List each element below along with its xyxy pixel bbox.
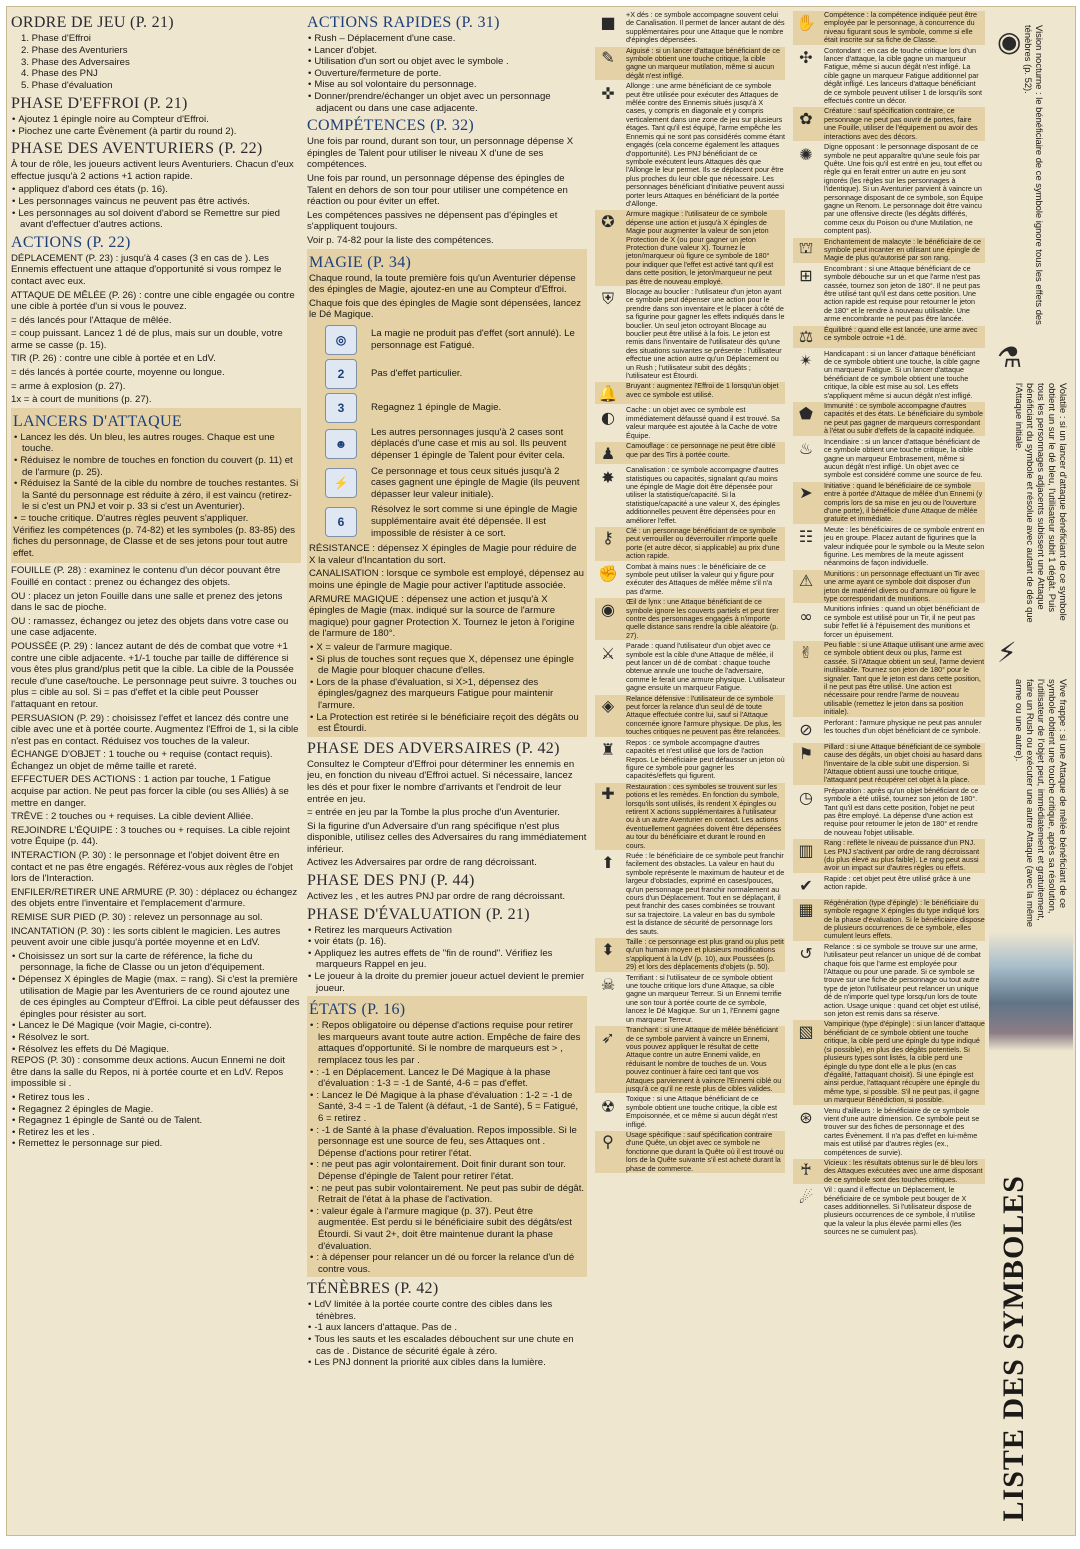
symbol-icon: ✚ (601, 784, 615, 804)
etat-bullet: • : valeur égale à l'armure magique (p. 37). Peut être augmentée. Est perdu si le bénéficiaire subit des dégâts/est Étourdi. Si vaut 2+, doit être maintenue durant la phase d'évaluation. (309, 1206, 585, 1252)
enfiler-rule: ENFILER/RETIRER UNE ARMURE (P. 30) : déplacez ou échangez des objets entre l'inventaire et l'emplacement d'armure. (11, 886, 298, 910)
competences-text: Voir p. 74-82 pour la liste des compétences. (307, 234, 494, 246)
symbol-icon: ☢ (600, 1096, 616, 1116)
symbol-entry (793, 143, 985, 235)
symbol-description: Encombrant : si une Attaque bénéficiant de ce symbole débouche sur un et que l'arme n'est pas cassée, tournez son jeton de 180°. Il ne peut pas être utilisé tant qu'il est dans cette position. Une action rapide est requise pour retourner le jeton de 180° et le rendre à nouveau utilisable. Une arme encombrante ne peut pas être lancée. (824, 263, 981, 324)
magic-die-face-icon: ◎ (325, 325, 357, 355)
symbol-icon: ✜ (601, 83, 615, 103)
tir-rule: TIR (P. 26) : contre une cible à portée et en LdV. (11, 353, 216, 365)
magie-title: MAGIE (P. 34) (309, 253, 412, 271)
column-1 (11, 11, 301, 1531)
ordre-item: 1. Phase d'Effroi (21, 33, 91, 44)
symbol-entry (793, 402, 985, 436)
symbol-description: Allonge : une arme bénéficiant de ce symbole peut être utilisée pour exécuter des Attaques de mêlée contre des Ennemis situés jusqu'à X cases, y compris en diagonale et y compris verticalement dans une zone de jeu sur plusieurs étages. Tant qu'il est équipé, l'arme empêche les Ennemis qui ne sont pas considérés comme étant engagés (cela concerne également les attaques d'opportunité). Les PNJ bénéficiant de ce symbole exécutent leurs Attaques dès que l'Allonge le leur permet. Ils se déplacent pour être plus proches du leur cible que nécessaire. Les personnages bénéficiant d'initiative peuvent aussi porter leurs Attaques en bénéficiant de la portée d'Allonge. (626, 81, 785, 208)
symbol-description: Restauration : ces symboles se trouvent sur les potions et les remèdes. En fonction du symbole, lorsqu'ils sont utilisés, ils rendent X épingles ou retirent X actions supplémentaires à l'utilisateur ou à un autre Aventurier en contact. Les actions éventuellement gagnées doivent être dépensées au tour du bénéficiaire et durant le round en cours. (626, 781, 782, 850)
magic-die-result (309, 325, 585, 355)
phase-aventuriers-title: PHASE DES AVENTURIERS (P. 22) (11, 140, 263, 158)
symbol-icon: ➤ (799, 483, 813, 503)
rapides-bullet: • Ouverture/fermeture de porte. (307, 68, 587, 80)
etat-bullet: • : ne peut pas subir volontairement. Ne peut pas subir de dégât. Retrait de l'état à la phase de l'activation. (309, 1183, 585, 1206)
symbol-description: Meute : les bénéficiaires de ce symbole entrent en jeu en groupe. Placez autant de figurines que la valeur indiquée pour le symbole ou la Meute selon figurine. Les membres de la meute agissent néanmoins de façon individuelle. (824, 524, 985, 568)
column-4 (989, 11, 1073, 1531)
symbol-description: Bruyant : augmentez l'Effroi de 1 lorsqu'un objet avec ce symbole est utilisé. (626, 381, 779, 399)
symbol-entry (595, 288, 785, 380)
symbol-entry (595, 1095, 785, 1129)
etats-title: ÉTATS (P. 16) (309, 1001, 406, 1019)
symbol-icon: ⛫ (798, 238, 814, 258)
aventuriers-text: À tour de rôle, les joueurs activent leurs Aventuriers. Chacun d'eux effectue jusqu'à 2 actions +1 action rapide. (11, 159, 294, 182)
symbol-description: Terrifiant : si l'utilisateur de ce symbole obtient une touche critique lors d'une Attaque, sa cible gagne un marqueur Terreur. Si un Ennemi terrifie une son tour à portée courte de ce symbole, lancez le Dé Magique. Sur un 1, l'Ennemi gagne un marqueur Terreur. (626, 972, 782, 1024)
symbol-entry (595, 598, 785, 640)
symbol-icon: ⬆ (601, 853, 615, 873)
symbol-entry (595, 442, 785, 464)
symbol-icon: ☷ (798, 527, 814, 547)
incantation-bullet: • Résolvez le sort. (11, 1032, 301, 1044)
symbol-description: Régénération (type d'épingle) : le bénéficiaire du symbole regagne X épingles du type indiqué lors de la phase d'évaluation. Si le bénéficiaire dispose de plusieurs occurrences de ce symbole, elles cumulent leurs effets. (824, 897, 985, 941)
magic-die-text: La magie ne produit pas d'effet (sort annulé). Le personnage est Fatigué. (371, 328, 575, 351)
echange-rule: ÉCHANGE D'OBJET : 1 touche ou + requise (contact requis). Échangez un objet de même taille et rareté. (11, 749, 273, 772)
symbol-description: Équilibré : quand elle est lancée, une arme avec ce symbole octroie +1 dé. (824, 324, 978, 343)
effroi-bullet: • Piochez une carte Évènement (à partir du round 2). (11, 126, 301, 138)
armure-bullet: • Lors de la phase d'évaluation, si X>1, dépensez des épingles/gagnez des marqueurs Fatigue pour maintenir l'armure. (309, 677, 585, 712)
symbol-entry (793, 1020, 985, 1104)
rapides-bullet: • Utilisation d'un sort ou objet avec le symbole . (307, 56, 587, 68)
magic-die-text: Résolvez le sort comme si une épingle de Magie supplémentaire avait été dépensée. Il est impossible de résister à ce sort. (371, 504, 578, 539)
symbol-description: Préparation : après qu'un objet bénéficiant de ce symbole a été utilisé, tournez son jeton de 180°. Tant qu'il est dans cette position, l'objet ne peut pas être employé. La dépense d'une action est requise pour retourner le jeton de 180° et rendre de nouveau l'objet utilisable. (824, 785, 979, 837)
symbol-icon: ✊ (598, 564, 618, 584)
symbol-entry (793, 526, 985, 568)
symbol-entry (595, 563, 785, 597)
incantation-bullet: • Dépensez X épingles de Magie (max. = rang). Si c'est la première utilisation de Magie par les Aventuriers de ce round ajoutez une de ces épingles au Compteur d'Effroi. La cible peut défausser des épingles pour résister au sort. (11, 974, 301, 1020)
symbol-icon: ▥ (798, 840, 814, 860)
magic-die-face-icon: 6 (325, 507, 357, 537)
melee-line: = coup puissant. Lancez 1 dé de plus, mais sur un double, votre arme se casse (p. 15). (11, 328, 283, 351)
symbol-description: Munitions : un personnage effectuant un Tir avec une arme ayant ce symbole doit disposer d'un jeton de matériel divers ou d'armure où figure le type correspondant de munitions. (824, 568, 980, 603)
symbol-description: Peu fiable : si une Attaque utilisant une arme avec ce symbole obtient deux ou plus, l'arme est cassée. Si l'Attaque obtient un seul, l'arme devient inutilisable. Tournez son jeton de 180° pour le signaler. Tant que le jeton est dans cette position, il ne peut pas être utilisé. Une action est nécessaire pour rendre l'arme de nouveau utilisable (remettez le jeton dans sa position initiale). (824, 640, 985, 717)
magic-die-text: Pas d'effet particulier. (371, 368, 463, 380)
rapides-bullet: • Lancer d'objet. (307, 45, 587, 57)
symbol-icon: ⚖ (798, 327, 814, 347)
melee-line: = dés lancés pour l'Attaque de mêlée. (11, 314, 172, 326)
actions-title: ACTIONS (P. 22) (11, 233, 131, 251)
effectuer-rule: EFFECTUER DES ACTIONS : 1 action par touche, 1 Fatigue acquise par action. Ne peut pas forcer la cible (ou ses Alliés) à se mettre en danger. (11, 774, 289, 809)
symbol-description: Vicieux : les résultats obtenus sur le dé bleu lors des Attaques exécutées avec une arme disposant de ce symbole sont des touches critiques. (824, 1157, 983, 1184)
magic-die-text: Les autres personnages jusqu'à 2 cases sont déplacés d'une case et mis au sol. Ils peuvent dépenser 1 épingle de Talent pour éviter cela. (371, 426, 567, 462)
symbol-entry (793, 605, 985, 639)
symbol-entry (793, 265, 985, 324)
symbol-description: Blocage au bouclier : l'utilisateur d'un jeton ayant ce symbole peut dépenser une action pour le prendre dans son inventaire et le placer à côté de sa figurine pour gagner les effets indiqués dans le bouclier. Un seul jeton octroyant Blocage au bouclier peut être utilisé à la fois. Le jeton est remis dans l'inventaire de l'utilisateur dès qu'une des situations suivantes se présente : l'utilisateur effectue une action autre qu'un Déplacement ou un Rush ; l'utilisateur subit des dégâts ; l'utilisateur est Étourdi. (626, 287, 785, 381)
evaluation-bullet: • Appliquez les autres effets de "fin de round". Vérifiez les marqueurs Rappel en jeu. (307, 948, 587, 971)
phase-evaluation-title: PHASE D'ÉVALUATION (P. 21) (307, 905, 530, 923)
symbol-description: Aiguisé : si un lancer d'attaque bénéficiant de ce symbole obtient une touche critique, la cible gagne un marqueur mutilation, même si aucun dégât n'est infligé. (626, 45, 781, 80)
melee-rule: ATTAQUE DE MÊLÉE (P. 26) : contre une cible engagée ou contre une cible à portée d'un si vous le pouvez. (11, 289, 295, 313)
repos-bullet: • Regagnez 2 épingles de Magie. (11, 1104, 301, 1116)
magic-die-text: Ce personnage et tous ceux situés jusqu'à 2 cases gagnent une épingle de Magie (ils peuvent dépasser leur valeur initiale). (371, 465, 580, 500)
tir-line: = dés lancés à portée courte, moyenne ou longue. (11, 367, 225, 379)
symbol-icon: ➶ (601, 1027, 615, 1047)
competences-text: Une fois par round, durant son tour, un personnage dépense X épingles de Talent pour utiliser le niveau X d'une de ses compétences. (307, 136, 574, 171)
symbol-icon: ■ (600, 12, 616, 32)
evaluation-bullet: • voir états (p. 16). (307, 936, 587, 948)
symbol-description: Venu d'ailleurs : le bénéficiaire de ce symbole vient d'une autre dimension. Ce symbole peut se trouver sur des fiches de personnage et des cartes Évènement. Il n'a pas d'effet en lui-même mais est utilisé par d'autres règles (ex., compétences de survie). (824, 1105, 980, 1157)
symbol-description: Usage spécifique : sauf spécification contraire d'une Quête, un objet avec ce symbole ne fonctionne que durant la Quête où il est trouvé ou lors de la Quête suivante s'il est acheté durant la phase de commerce. (626, 1129, 784, 1173)
phase-effroi-title: PHASE D'EFFROI (P. 21) (11, 94, 188, 112)
lancers-bullet: • Réduisez la Santé de la cible du nombre de touches restantes. Si la Santé du personnage est réduite à zéro, il est vaincu (retirez-le si c'est un PNJ et voir p. 33 si c'est un Aventurier). (13, 478, 299, 513)
fouille-option: OU : ramassez, échangez ou jetez des objets dans votre case ou une case adjacente. (11, 615, 289, 639)
phase-pnj-title: PHASE DES PNJ (P. 44) (307, 872, 475, 890)
symbol-entry (595, 210, 785, 286)
incantation-bullet: • Lancez le Dé Magique (voir Magie, ci-contre). (11, 1020, 301, 1032)
symbol-entry (793, 570, 985, 604)
symbol-description: Ruée : le bénéficiaire de ce symbole peut franchir facilement des obstacles. La valeur en haut du symbole représente le maximum de hauteur et de largeur d'obstacles, exprimé en cases/pouces, qu'un personnage peut franchir normalement au cours d'un Déplacement. Tout en se déplaçant, il peut franchir des cases combinées se trouvant sur sa trajectoire. La valeur en bas du symbole est la distance de sécurité de personnage lors des sauts. (626, 850, 785, 936)
vision-nocturne-text: Vision nocturne : le bénéficiaire de ce symbole ignore tous les effets des ténèbres (p. 52). (1023, 25, 1045, 325)
symbol-entry (793, 899, 985, 941)
symbol-icon: ✔ (799, 876, 813, 896)
symbol-description: Digne opposant : le personnage disposant de ce symbole ne peut apparaître qu'une seule fois par Quête. Une fois qu'il est entré en jeu, tout effet ou règle qui en ferait entrer un autre en jeu sont ignorés (les règles sur les personnages à l'identique). Si un Aventurier parvient à vaincre un personnage disposant de ce symbole, son Équipe gagne un Renom. Le personnage doit être vaincu par une offensive directe (les dégâts différés, comme ceux du Poison ou d'une Mutilation, ne comptent pas). (824, 142, 984, 236)
symbol-entry (793, 107, 985, 141)
symbol-description: Vampirique (type d'épingle) : si un lancer d'attaque bénéficiant de ce symbole obtient une touche critique, la cible perd une épingle du type indiqué (si possible), en plus des dégâts potentiels. Si plusieurs types sont listés, la cible perd une épingle du type dont elle a le plus (en cas d'égalité, l'attaquant choisit). Si une épingle est ainsi perdue, l'attaquant récupère une épingle du même type, si possible. S'il ne peut pas, il gagne un marqueur Bénédiction, si possible. (824, 1019, 985, 1105)
repos-bullet: • Regagnez 1 épingle de Santé ou de Talent. (11, 1115, 301, 1127)
symbol-entry (793, 787, 985, 837)
symbol-entry (595, 527, 785, 561)
symbol-icon: ⚷ (602, 528, 614, 548)
symbol-icon: ☄ (798, 1187, 814, 1207)
symbol-icon: ⚑ (798, 744, 814, 764)
tenebres-bullet: • LdV limitée à la portée courte contre des cibles dans les ténèbres. (307, 1299, 587, 1322)
incantation-bullet: • Résolvez les effets du Dé Magique. (11, 1044, 301, 1056)
eye-icon: ◉ (997, 25, 1022, 58)
symbol-icon: ⚔ (600, 643, 616, 663)
symbol-description: Combat à mains nues : le bénéficiaire de ce symbole peut utiliser la valeur qui y figure pour exécuter des Attaques de mêlée même s'il n'a pas d'arme. (626, 561, 775, 596)
symbol-description: Rang : reflète le niveau de puissance d'un PNJ. Les PNJ s'activent par ordre de rang décroissant (du plus élevé au plus faible). Le rang peut aussi avoir un impact sur d'autres règles ou effets. (824, 838, 980, 873)
symbol-entry (793, 238, 985, 263)
symbol-description: Immunité : ce symbole accompagne d'autres capacités et des états. Le bénéficiaire du symbole ne peut pas gagner de marqueurs correspondant à l'état ou subir d'effets de la capacité indiquée. (824, 401, 984, 436)
symbol-entry (793, 743, 985, 785)
tenebres-bullet: • Tous les sauts et les escalades débouchent sur une chute en cas de . Distance de sécurité égale à zéro. (307, 1334, 587, 1357)
persuasion-rule: PERSUASION (P. 29) : choisissez l'effet et lancez dés contre une cible avec une et à portée courte. Augmentez l'Effroi de 1, si la cible n'est pas en contact. Réduisez vos touches de la valeur. (11, 712, 299, 747)
symbol-description: Tranchant : si une Attaque de mêlée bénéficiant de ce symbole parvient à vaincre un Ennemi, vous pouvez appliquer le résultat de cette Attaque contre un autre Ennemi valide, en réduisant le nombre de touches de un. Vous pouvez continuer à faire ceci tant que vos Attaques parviennent à vaincre l'Ennemi ciblé ou jusqu'à ce qu'il ne reste plus de cibles valides. (626, 1025, 782, 1093)
tir-line: 1x = à court de munitions (p. 27). (11, 394, 152, 406)
symbol-description: Parade : quand l'utilisateur d'un objet avec ce symbole est la cible d'une Attaque de mêlée, il peut lancer un dé de combat : chaque touche obtenue annule une touche de l'adversaire, comme le ferait une armure physique. L'utilisateur gagne ensuite un marqueur Fatigue. (626, 641, 785, 693)
symbol-entry (793, 1159, 985, 1184)
magic-die-result (309, 359, 585, 389)
symbol-icon: ✺ (799, 144, 813, 164)
symbol-description: Armure magique : l'utilisateur de ce symbole dépense une action et jusqu'à X épingles de Magie pour augmenter la valeur de son jeton Protection de X (ou pour gagner un jeton Protection d'une valeur X). Tournez le jeton/marqueur où figure ce symbole de 180° pour indiquer que l'effet est activé tant qu'il est dans cette position, le jeton/marqueur ne peut pas être de nouveau employé. (626, 209, 774, 286)
symbol-icon: ⬟ (799, 403, 813, 423)
symbol-description: Œil de lynx : une Attaque bénéficiant de ce symbole ignore les couverts partiels et peut tirer contre des personnages engagés à n'importe quelle distance sans rendre la cible aléatoire (p. 27). (626, 597, 779, 640)
symbol-description: Contondant : en cas de touche critique lors d'un lancer d'attaque, la cible gagne un marqueur Fatigue, même si aucun dégât n'est infligé. La cible gagne un marqueur Fatigue additionnel par dégât infligé. Les lanceurs d'attaque bénéficiant de ce symbole peuvent utiliser 1 de lorsqu'ils sont effectués contre un décor. (824, 45, 982, 106)
armure-bullet: • La Protection est retirée si le bénéficiaire reçoit des dégâts ou est Étourdi. (309, 712, 585, 735)
symbol-entry (595, 82, 785, 208)
ordre-item: 3. Phase des Adversaires (21, 56, 130, 68)
evaluation-bullet: • Le joueur à la droite du premier joueur actuel devient le premier joueur. (307, 971, 587, 994)
magic-die-result (309, 504, 585, 539)
symbol-description: Perforant : l'armure physique ne peut pas annuler les touches d'un objet bénéficiant de ce symbole. (824, 717, 982, 736)
magic-die-face-icon: 3 (325, 393, 357, 423)
competences-title: COMPÉTENCES (P. 32) (307, 117, 475, 135)
symbol-entry (793, 350, 985, 400)
vive-frappe-text: Vive frappe : si une Attaque de mêlée bénéficiant de ce symbole obtient une touche critique, après sa résolution, l'utilisateur de l'objet peut, immédiatement et gratuitement, faire un Rush ou exécuter une autre Attaque (avec la même arme ou une autre). (1014, 679, 1069, 928)
symbol-icon: ◷ (799, 788, 813, 808)
rapides-bullet: • Mise au sol volontaire du personnage. (307, 79, 587, 91)
symbol-description: Relance : si ce symbole se trouve sur une arme, l'utilisateur peut relancer un unique dé de combat chaque fois que l'arme est employée pour l'Attaque ou pour une parade. Si ce symbole se trouve sur une fiche de personnage ou tout autre type de jeton l'utilisateur peut relancer un unique dé de n'importe quel type lorsqu'un lors de toute action. Usage unique : quand cet objet est utilisé, son jeton est remis dans sa réserve. (824, 941, 981, 1019)
aventuriers-bullet: • Les personnages au sol doivent d'abord se Remettre sur pied avant d'effectuer d'autres actions. (11, 208, 301, 231)
etat-bullet: • : -1 de Santé à la phase d'évaluation. Repos impossible. Si le personnage est une source de feu, ses Attaques ont . Dépense d'actions pour retirer l'état. (309, 1125, 585, 1160)
magic-die-result (309, 393, 585, 423)
tenebres-bullet: • -1 aux lancers d'attaque. Pas de . (307, 1322, 587, 1334)
lancers-bullet: • Lancez les dés. Un bleu, les autres rouges. Chaque est une touche. (13, 432, 299, 455)
symbol-icon: ♨ (798, 439, 814, 459)
symbol-entry (793, 1186, 985, 1236)
competences-text: Une fois par round, un personnage dépense des épingles de Talent en dehors de son tour pour utiliser une compétence en réaction ou pour éviter un effet. (307, 172, 568, 208)
symbol-description: Pillard : si une Attaque bénéficiant de ce symbole cause des dégâts, un objet choisi au hasard dans l'inventaire de la cible subit une dispersion. Si l'Attaque obtient aussi une touche critique, l'attaquant peut récupérer cet objet à la place. (824, 741, 982, 785)
lightning-icon: ⚡ (997, 636, 1017, 669)
aventuriers-bullet: • Les personnages vaincus ne peuvent pas être activés. (11, 196, 301, 208)
symbol-icon: ✣ (799, 48, 813, 68)
symbol-icon: ∞ (799, 606, 813, 626)
rejoindre-rule: REJOINDRE L'ÉQUIPE : 3 touches ou + requises. La cible rejoint votre Équipe (p. 44). (11, 824, 290, 848)
symbol-entry (793, 839, 985, 873)
rapides-bullet: • Donner/prendre/échanger un objet avec un personnage adjacent ou dans une case adjacente. (307, 91, 587, 114)
symbol-description: Rapide : cet objet peut être utilisé grâce à une action rapide. (824, 873, 971, 892)
effroi-bullet: • Ajoutez 1 épingle noire au Compteur d'Effroi. (11, 114, 301, 126)
symbol-list-left (595, 11, 785, 1531)
magic-die-face-icon: ☻ (325, 429, 357, 459)
pnj-text: Activez les , et les autres PNJ par ordre de rang décroissant. (307, 891, 566, 903)
symbol-description: Handicapant : si un lancer d'attaque bénéficiant de ce symbole obtient une touche, la cible gagne un marqueur Fatigue. Si un lancer d'attaque bénéficiant de ce symbole obtient une touche critique, la cible est mise au sol. Les effets s'appliquent même si aucun dégât n'est infligé. (824, 348, 980, 400)
symbol-entry (793, 482, 985, 524)
symbol-description: Relance défensive : l'utilisateur de ce symbole peut forcer la relance d'un seul dé de toute Attaque effectuée contre lui, sauf si l'Attaque concernée ignore l'armure physique. De plus, les touches critiques ne peuvent pas être relancées. (626, 693, 782, 737)
repos-bullet: • Retirez tous les . (11, 1092, 301, 1104)
symbol-icon: ✴ (799, 351, 813, 371)
symbol-icon: ✪ (601, 211, 615, 231)
symbol-icon: ✎ (601, 48, 615, 68)
symbol-icon: ◐ (601, 407, 615, 427)
symbol-entry (595, 1131, 785, 1173)
ordre-list (11, 33, 301, 92)
symbol-entry (793, 1107, 985, 1157)
adversaires-text: = entrée en jeu par la Tombe la plus proche d'un Aventurier. (307, 807, 560, 819)
symbol-list (595, 11, 985, 1531)
actions-rapides-title: ACTIONS RAPIDES (P. 31) (307, 14, 500, 31)
adversaires-text: Consultez le Compteur d'Effroi pour déterminer les ennemis en jeu, en fonction du niveau d'Effroi actuel. Si nécessaire, lancez les dés et pour fixer le nombre d'arrivants et l'endroit de leur entrée en jeu. (307, 758, 575, 805)
lancers-bullet: • = touche critique. D'autres règles peuvent s'appliquer. (13, 513, 299, 525)
symbol-icon: ☠ (600, 975, 616, 995)
symbol-description: Enchantement de malacyte : le bénéficiaire de ce symbole peut incanter en utilisant une épingle de Magie de plus qu'autorisé par son rang. (824, 236, 982, 263)
magic-die-face-icon: ⚡ (325, 468, 357, 498)
symbol-description: Initiative : quand le bénéficiaire de ce symbole entre à portée d'Attaque de mêlée d'un Ennemi (y compris lors de sa mise en jeu ou de l'ouverture d'une porte), il bénéficie d'une Attaque de mêlée gratuite et immédiate. (824, 480, 983, 524)
lancers-title: LANCERS D'ATTAQUE (13, 412, 182, 430)
symbol-entry (793, 875, 985, 897)
symbol-entry (793, 326, 985, 348)
decorative-banner (989, 931, 1073, 1051)
liste-symboles-title: LISTE DES SYMBOLES (997, 1174, 1030, 1521)
symbol-entry (595, 1026, 785, 1093)
poussee-rule: POUSSÉE (P. 29) : lancez autant de dés de combat que votre +1 contre une cible adjacente. +1/-1 touche par taille de différence si vous êtes plus grand/plus petit que la cible. La cible de la Poussée recule d'une case/touche. Le personnage peut suivre. 3 touches ou plus = cible au sol. Si = pas d'effet et la cible peut Pousser l'attaquant en retour. (11, 640, 297, 710)
magie-text: Chaque fois que des épingles de Magie sont dépensées, lancez le Dé Magique. (309, 297, 582, 321)
aventuriers-bullet: • appliquez d'abord ces états (p. 16). (11, 184, 301, 196)
symbol-entry (793, 47, 985, 106)
symbol-icon: ⬍ (601, 939, 615, 959)
symbol-description: Repos : ce symbole accompagne d'autres capacités et n'est utilisé que lors de l'action Repos. Le bénéficiaire peut défausser un jeton où figure ce symbole pour gagner les capacités/effets qui figurent. (626, 737, 785, 781)
symbol-entry (595, 739, 785, 781)
symbol-entry (793, 943, 985, 1019)
ordre-item: 2. Phase des Aventuriers (21, 44, 128, 56)
flask-icon: ⚗ (997, 341, 1023, 374)
symbol-entry (595, 938, 785, 972)
symbol-icon: ⚲ (602, 1132, 614, 1152)
ordre-item: 4. Phase des PNJ (21, 68, 98, 80)
etat-bullet: • : -1 en Déplacement. Lancez le Dé Magique à la phase d'évaluation : 1-3 = -1 de Santé, 4-6 = pas d'effet. (309, 1067, 585, 1090)
lancers-box (11, 408, 301, 564)
adversaires-text: Si la figurine d'un Adversaire d'un rang spécifique n'est plus disponible, utilisez celles des Adversaires du rang immédiatement inférieur. (307, 820, 587, 855)
lancers-bullet: • Réduisez le nombre de touches en fonction du couvert (p. 11) et de l'armure (p. 25). (13, 455, 299, 478)
symbol-description: Compétence : la compétence indiquée peut être employée par le personnage, à concurrence du niveau figurant sous le symbole, comme si elle était inscrite sur sa fiche de Classe. (824, 11, 978, 45)
symbol-icon: ♜ (600, 740, 616, 760)
armure-bullet: • X = valeur de l'armure magique. (309, 642, 585, 654)
magic-die-text: Regagnez 1 épingle de Magie. (371, 402, 502, 414)
symbol-description: Clé : un personnage bénéficiant de ce symbole peut verrouiller ou déverrouiller n'importe quelle porte (et autre décor, si applicable) au prix d'une action rapide. (626, 525, 780, 561)
treve-rule: TRÊVE : 2 touches ou + requises. La cible devient Alliée. (11, 811, 254, 823)
remise-rule: REMISE SUR PIED (P. 30) : relevez un personnage au sol. (11, 912, 263, 924)
symbol-entry (793, 641, 985, 717)
symbol-entry (595, 642, 785, 692)
magic-die-face-icon: 2 (325, 359, 357, 389)
symbol-entry (595, 466, 785, 525)
symbol-icon: ♰ (800, 1160, 812, 1180)
symbol-icon: 🔔 (598, 383, 618, 403)
magie-box (307, 249, 587, 737)
symbol-icon: ✿ (799, 108, 813, 128)
incantation-bullet: • Choisissez un sort sur la carte de référence, la fiche du personnage, la fiche de Classe ou un jeton d'équipement. (11, 951, 301, 974)
tenebres-title: TÉNÈBRES (P. 42) (307, 1280, 439, 1298)
magic-die-result (309, 466, 585, 501)
tenebres-bullet: • Les PNJ donnent la priorité aux cibles dans la lumière. (307, 1357, 587, 1369)
column-2 (307, 11, 587, 1531)
symbol-icon: ♟ (600, 443, 616, 463)
adversaires-text: Activez les Adversaires par ordre de rang décroissant. (307, 857, 537, 869)
symbol-entry (595, 382, 785, 404)
competences-text: Les compétences passives ne dépensent pas d'épingles et s'appliquent toujours. (307, 209, 558, 233)
symbol-entry (595, 852, 785, 936)
symbol-entry (595, 974, 785, 1024)
symbol-description: Incendiaire : si un lancer d'attaque bénéficiant de ce symbole obtient une touche critique, la cible gagne un marqueur Embrasement, même si aucun dégât n'est infligé. Un objet avec ce symbole est considéré comme une source de feu. (824, 436, 983, 480)
repos-bullet: • Remettez le personnage sur pied. (11, 1138, 301, 1150)
symbol-icon: ⛨ (601, 289, 614, 308)
symbol-icon: ⊘ (799, 720, 813, 740)
symbol-icon: ✌ (799, 642, 813, 662)
etat-bullet: • : Repos obligatoire ou dépense d'actions requise pour retirer les marqueurs avant toute autre action. Empêche de faire des attaques d'opportunité. Si le nombre de marqueurs est > , remplacez tous les par . (309, 1020, 585, 1066)
armure-magique-rule: ARMURE MAGIQUE : dépensez une action et jusqu'à X épingles de Magie (max. indiqué sur la source de l'armure magique) pour gagner Protection X. Tournez le jeton à l'origine de l'armure de 180°. (309, 593, 575, 640)
symbol-icon: ⚠ (798, 571, 814, 591)
symbol-icon: ✋ (796, 12, 816, 32)
symbol-icon: ↺ (799, 944, 813, 964)
symbol-icon: ◉ (601, 599, 615, 619)
interaction-rule: INTERACTION (P. 30) : le personnage et l'objet doivent être en contact et ne pas être engagés. Référez-vous aux règles de l'objet lors de l'Interaction. (11, 850, 293, 885)
etat-bullet: • : ne peut pas agir volontairement. Doit finir durant son tour. Dépense d'épingle de Talent pour retirer l'état. (309, 1159, 585, 1182)
repos-bullet: • Retirez les et les . (11, 1127, 301, 1139)
symbol-description: Créature : sauf spécification contraire, ce personnage ne peut pas ouvrir de portes, faire une Fouille, utiliser de l'équipement ou avoir des interactions avec des décors. (824, 106, 978, 141)
rapides-bullet: • Rush – Déplacement d'une case. (307, 33, 587, 45)
symbol-entry (595, 47, 785, 81)
symbol-entry (595, 11, 785, 45)
canalisation-rule: CANALISATION : lorsque ce symbole est employé, dépensez au moins une épingle de Magie pour activer l'aptitude associée. (309, 568, 584, 591)
incantation-rule: INCANTATION (P. 30) : les sorts ciblent le magicien. Les autres peuvent avoir une cible jusqu'à portée moyenne et en LdV. (11, 925, 281, 949)
symbol-description: Camouflage : ce personnage ne peut être ciblé que par des Tirs à portée courte. (626, 441, 776, 459)
symbol-icon: ◈ (601, 696, 615, 716)
deplacement-rule: DÉPLACEMENT (P. 23) : jusqu'à 4 cases (3 en cas de ). Les Ennemis effectuent une attaque d'opportunité si vous rompez le contact avec eux. (11, 252, 282, 287)
reference-sheet (6, 6, 1076, 1536)
etats-box (307, 996, 587, 1277)
symbol-icon: ⊞ (799, 266, 813, 286)
armure-bullet: • Si plus de touches sont reçues que X, dépensez une épingle de Magie pour bloquer chacune d'elles. (309, 654, 585, 677)
etat-bullet: • : à dépenser pour relancer un dé ou forcer la relance d'un dé contre vous. (309, 1252, 585, 1275)
symbol-description: Munitions infinies : quand un objet bénéficiant de ce symbole est utilisé pour un Tir, il ne peut pas subir l'effet lié à l'épuisement des munitions et forcer un épuisement. (824, 604, 980, 639)
repos-rule: REPOS (P. 30) : consomme deux actions. Aucun Ennemi ne doit être dans la salle du Repos, ni à portée courte et en LdV. Repos impossible si . (11, 1055, 285, 1090)
symbol-description: Toxique : si une Attaque bénéficiant de ce symbole obtient une touche critique, la cible est Empoisonnée, et ce même si aucun dégât n'est infligé. (626, 1094, 778, 1129)
symbol-list-right (793, 11, 985, 1531)
volatile-text: Volatile : si un lancer d'attaque bénéficiant de ce symbole obtient un sur le dé bleu, l'utilisateur subit 1 dégât. Puis tous les personnages adjacents subissent une Attaque bénéficiant du symbole et résolue avec autant de dés que l'Attaque initiale. (1014, 383, 1069, 623)
symbol-entry (595, 783, 785, 850)
symbol-entry (595, 406, 785, 440)
magie-text: Chaque round, la toute première fois qu'un Aventurier dépense des épingles de Magie, ajoutez-en une au Compteur d'Effroi. (309, 272, 576, 296)
phase-adversaires-title: PHASE DES ADVERSAIRES (P. 42) (307, 739, 560, 757)
symbol-icon: ✸ (601, 467, 615, 487)
lancers-text: Vérifiez les compétences (p. 74-82) et les symboles (p. 83-85) des fiches du personnage, de Classe et de ses jetons pour tout autre effet. (13, 524, 296, 559)
symbol-entry (793, 11, 985, 45)
symbol-icon: ▧ (798, 1021, 814, 1041)
symbol-description: Vil : quand il effectue un Déplacement, le bénéficiaire de ce symbole peut bouger de X cases additionnelles. Si l'utilisateur dispose de plusieurs occurrences de ce symbole, il n'utilise que la valeur la plus élevée parmi elles (les sources ne se cumulent pas). (824, 1185, 976, 1237)
symbol-entry (595, 695, 785, 737)
tir-line: = arme à explosion (p. 27). (11, 380, 126, 392)
ordre-item: 5. Phase d'évaluation (21, 80, 113, 92)
symbol-entry (793, 719, 985, 741)
resistance-rule: RÉSISTANCE : dépensez X épingles de Magie pour réduire de X la valeur d'Incantation du sort. (309, 543, 577, 566)
magic-die-result (309, 427, 585, 462)
fouille-rule: FOUILLE (P. 28) : examinez le contenu d'un décor pouvant être Fouillé en contact : prenez ou échangez des objets. (11, 565, 281, 588)
symbol-description: Taille : ce personnage est plus grand ou plus petit qu'un humain moyen et plusieurs modifications s'appliquent à la LdV (p. 10), aux Poussées (p. 29) et lors des déplacements d'objets (p. 50). (626, 937, 784, 972)
symbol-icon: ⊛ (799, 1108, 813, 1128)
fouille-option: OU : placez un jeton Fouille dans une salle et prenez des jetons dans le sac de pioche. (11, 590, 283, 614)
symbol-description: +X dés : ce symbole accompagne souvent celui de Canalisation. Il permet de lancer autant de dés supplémentaires pour une Attaque que le nombre d'épingles dépensées. (626, 11, 785, 45)
evaluation-bullet: • Retirez les marqueurs Activation (307, 925, 587, 937)
symbol-description: Cache : un objet avec ce symbole est immédiatement défaussé quand il est trouvé. Sa valeur marquée est ajoutée à la Cache de votre Équipe. (626, 405, 780, 440)
symbol-icon: ▦ (798, 900, 814, 920)
ordre-de-jeu-title: ORDRE DE JEU (P. 21) (11, 14, 174, 31)
symbol-description: Canalisation : ce symbole accompagne d'autres statistiques ou capacités, signalant qu'au moins une épingle de Magie doit être dépensée pour utiliser la statistique/capacité. Si la statistique/capacité a une valeur X, des épingles additionnelles peuvent être dépensées pour en améliorer l'effet. (626, 465, 780, 525)
etat-bullet: • : Lancez le Dé Magique à la phase d'évaluation : 1-2 = -1 de Santé, 3-4 = -1 de Talent (à défaut, -1 de Santé), 5 = Fatigué, 6 = retirez . (309, 1090, 585, 1125)
symbol-entry (793, 438, 985, 480)
